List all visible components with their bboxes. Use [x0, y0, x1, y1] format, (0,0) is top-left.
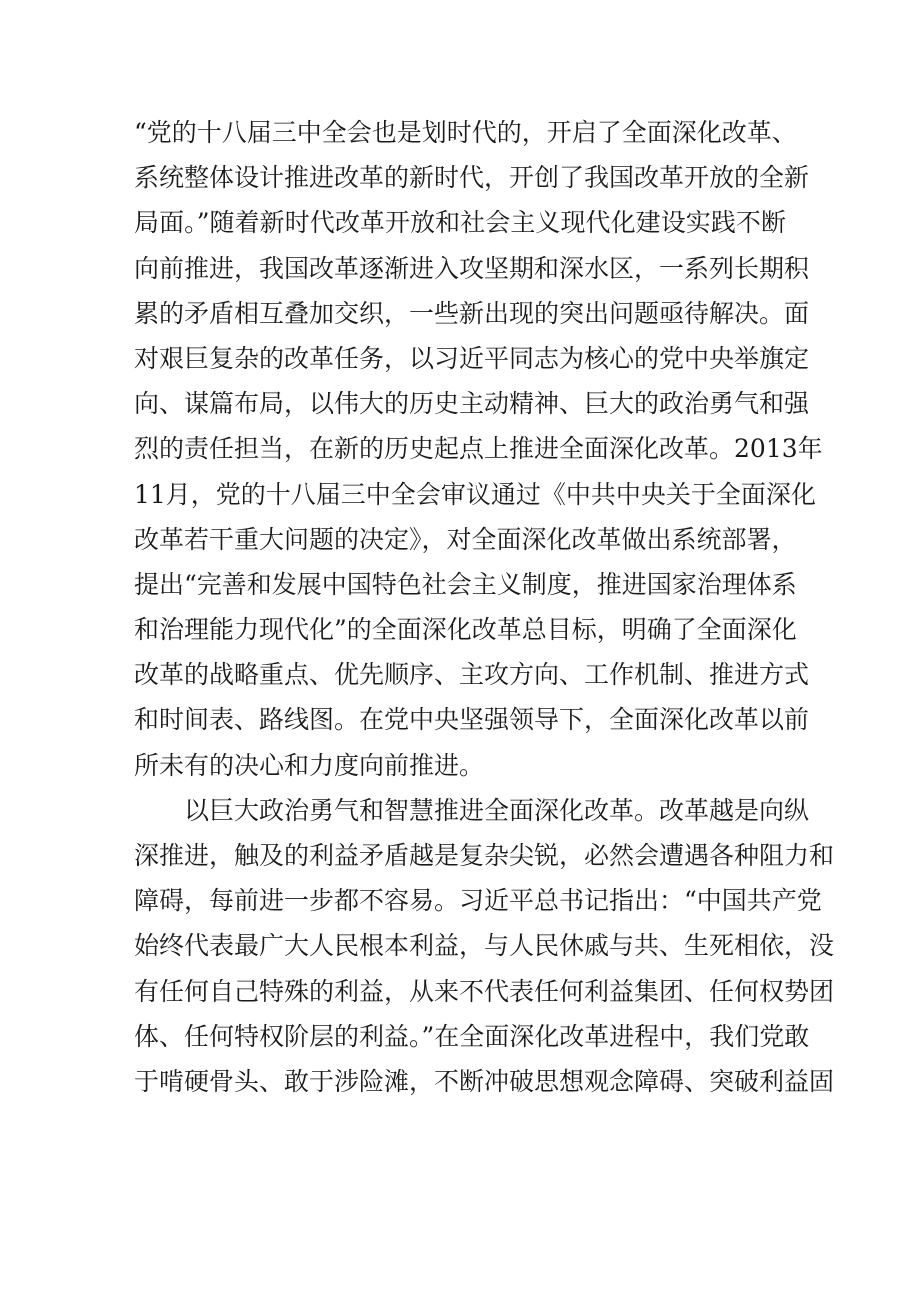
text-line: 改革的战略重点、优先顺序、主攻方向、工作机制、推进方式 [134, 660, 810, 690]
text-line: 系统整体设计推进改革的新时代，开创了我国改革开放的全新 [134, 163, 810, 193]
text-line: 所未有的决心和力度向前推进。 [134, 750, 485, 780]
text-line: 向前推进，我国改革逐渐进入攻坚期和深水区，一系列长期积 [134, 253, 810, 283]
text-line: 和时间表、路线图。在党中央坚强领导下，全面深化改革以前 [134, 705, 810, 735]
text-line: 烈的责任担当，在新的历史起点上推进全面深化改革。2013年 [134, 434, 823, 464]
text-line: “党的十八届三中全会也是划时代的，开启了全面深化改革、 [134, 118, 797, 147]
paragraph [134, 110, 823, 788]
text-line: 体、任何特权阶层的利益。”在全面深化改革进程中，我们党敢 [134, 1021, 810, 1051]
text-line: 始终代表最广大人民根本利益，与人民休戚与共、生死相依，没 [134, 931, 835, 961]
paragraph [134, 788, 835, 1104]
text-line: 深推进，触及的利益矛盾越是复杂尖锐，必然会遭遇各种阻力和 [134, 841, 835, 870]
text-line: 11月，党的十八届三中全会审议通过《中共中央关于全面深化 [134, 479, 816, 509]
text-line: 改革若干重大问题的决定》，对全面深化改革做出系统部署， [134, 524, 797, 554]
text-line: 以巨大政治勇气和智慧推进全面深化改革。改革越是向纵 [184, 795, 810, 825]
text-line: 局面。”随着新时代改革开放和社会主义现代化建设实践不断 [134, 208, 786, 238]
text-line: 和治理能力现代化”的全面深化改革总目标，明确了全面深化 [134, 615, 797, 645]
text-line: 障碍，每前进一步都不容易。习近平总书记指出：“中国共产党 [134, 886, 822, 916]
text-line: 对艰巨复杂的改革任务，以习近平同志为核心的党中央举旗定 [134, 343, 810, 373]
document-body [134, 110, 835, 1104]
text-line: 于啃硬骨头、敢于涉险滩，不断冲破思想观念障碍、突破利益固 [134, 1066, 835, 1096]
text-line: 提出“完善和发展中国特色社会主义制度，推进国家治理体系 [134, 569, 797, 599]
text-line: 向、谋篇布局，以伟大的历史主动精神、巨大的政治勇气和强 [134, 389, 810, 419]
text-line: 有任何自己特殊的利益，从来不代表任何利益集团、任何权势团 [134, 976, 835, 1006]
text-line: 累的矛盾相互叠加交织，一些新出现的突出问题亟待解决。面 [134, 298, 810, 328]
